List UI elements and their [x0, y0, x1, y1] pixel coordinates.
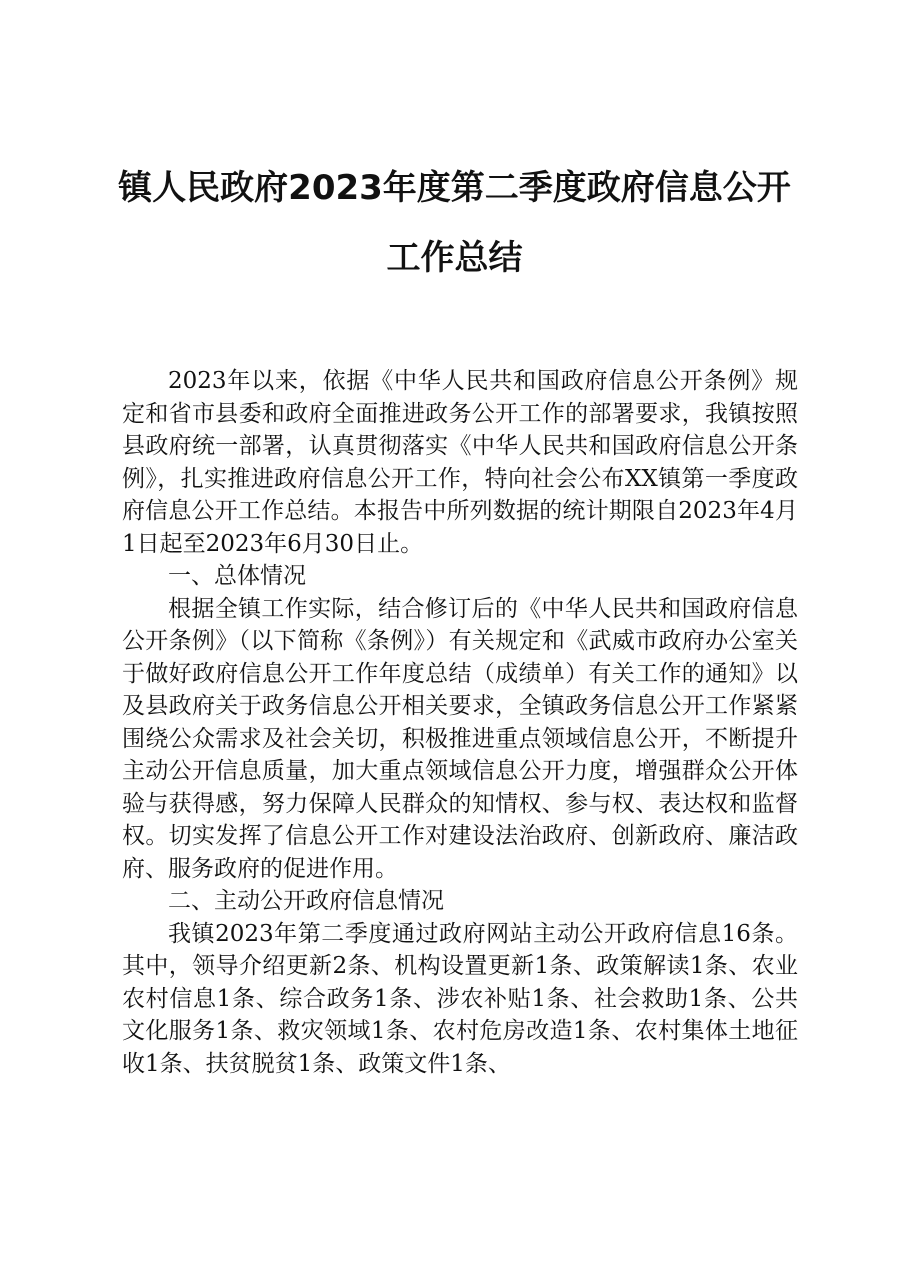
document-title-line-2: 工作总结 [386, 238, 523, 278]
document-body [122, 365, 798, 1080]
section-heading-proactive-disclosure: 二、主动公开政府信息情况 [168, 888, 444, 914]
overview-paragraph: 根据全镇工作实际，结合修订后的《中华人民共和国政府信息公开条例》（以下简称《条例》）有关规定和《武威市政府办公室关于做好政府信息公开工作年度总结（成绩单）有关工作的通知》以及县政府关于政务信息公开相关要求，全镇政务信息公开工作紧紧围绕公众需求及社会关切，积极推进重点领域信息公开，不断提升主动公开信息质量，加大重点领域信息公开力度，增强群众公开体验与获得感，努力保障人民群众的知情权、参与权、表达权和监督权。切实发挥了信息公开工作对建设法治政府、创新政府、廉洁政府、服务政府的促进作用。 [122, 595, 798, 882]
proactive-disclosure-paragraph: 我镇2023年第二季度通过政府网站主动公开政府信息16条。其中，领导介绍更新2条、机构设置更新1条、政策解读1条、农业农村信息1条、综合政务1条、涉农补贴1条、社会救助1条、公共文化服务1条、救灾领域1条、农村危房改造1条、农村集体土地征收1条、扶贫脱贫1条、政策文件1条、 [122, 920, 798, 1077]
document-title-line-1: 镇人民政府2023年度第二季度政府信息公开 [118, 168, 791, 208]
section-heading-overview: 一、总体情况 [168, 563, 306, 589]
intro-paragraph: 2023年以来，依据《中华人民共和国政府信息公开条例》规定和省市县委和政府全面推进政务公开工作的部署要求，我镇按照县政府统一部署，认真贯彻落实《中华人民共和国政府信息公开条例》，扎实推进政府信息公开工作，特向社会公布XX镇第一季度政府信息公开工作总结。本报告中所列数据的统计期限自2023年4月1日起至2023年6月30日止。 [122, 368, 798, 557]
